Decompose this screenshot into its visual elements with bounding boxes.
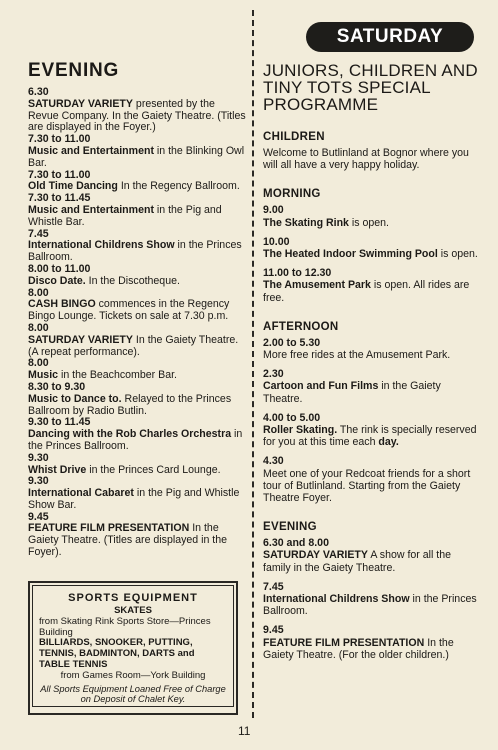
item-text: FEATURE FILM PRESENTATION [28,522,190,535]
schedule-item [28,87,246,134]
schedule-item [263,624,478,661]
item-text: is open. All rides are free. [263,279,470,304]
item-text: in the Princes Ballroom. [28,428,243,452]
afternoon-heading: AFTERNOON [263,320,339,333]
schedule-item [28,512,246,559]
item-text: Old Time Dancing [28,180,118,193]
item-time: 7.45 [28,227,49,240]
item-text: day. [378,436,399,449]
item-text: In the Gaiety Theatre. (Titles are displayed in the Foyer). [28,522,228,559]
item-text: presented by the Revue Company. In the Gaiety Theatre. (Titles are displayed in the Foyer.) [28,97,246,134]
item-text: is open. [348,216,390,229]
item-time: 2.30 [263,368,284,381]
schedule-item [28,382,246,417]
item-text: More free rides at the Amusement Park. [263,349,451,362]
item-text: The Heated Indoor Swimming Pool [263,248,438,261]
item-text: Music and Entertainment [28,203,154,216]
item-text: Dancing with the Rob Charles Orchestra [28,428,232,441]
item-time: 8.00 [28,286,49,299]
item-text: in the Blinking Owl Bar. [28,144,245,169]
sports-equipment-title: SPORTS EQUIPMENT [68,592,198,604]
item-text: in the Princes Ballroom. [28,239,242,264]
item-text: Music [28,369,59,382]
schedule-item [263,537,478,574]
schedule-item [28,134,246,169]
item-text: The rink is specially reserved for you at this time each [263,424,477,449]
schedule-item [28,323,246,358]
schedule-item [28,417,246,452]
schedule-item [28,264,246,288]
item-text: FEATURE FILM PRESENTATION [263,636,425,649]
item-text: Meet one of your Redcoat friends for a short tour of Butlinland. Starting from the Gaiety Theatre Foyer. [263,467,471,505]
games-text: from Games Room—York Building [60,669,206,681]
column-divider [252,10,254,718]
item-text: Roller Skating. [263,424,338,437]
schedule-item [28,193,246,228]
item-text: in the Princes Ballroom. [263,593,477,618]
item-time: 6.30 [28,86,49,98]
item-text: In the Gaiety Theatre. (For the older children.) [263,636,454,661]
item-text: International Cabaret [28,487,134,500]
item-text: commences in the Regency Bingo Lounge. Tickets on sale at 7.30 p.m. [28,298,230,323]
skates-text: from Skating Rink Sports Store—Princes Building [39,615,211,638]
schedule-item [263,455,478,504]
item-text: International Childrens Show [263,593,410,606]
day-tab: SATURDAY [306,22,474,52]
juniors-title: JUNIORS, CHILDREN AND TINY TOTS SPECIAL PROGRAMME [263,61,478,114]
item-text: A show for all the family in the Gaiety Theatre. [263,549,452,574]
morning-heading: MORNING [263,188,321,201]
item-text: CASH BINGO [28,298,96,311]
schedule-item [263,236,478,260]
item-time: 4.30 [263,455,284,468]
schedule-item [28,453,246,477]
item-time: 11.00 to 12.30 [263,267,332,280]
schedule-item [263,368,478,405]
afternoon-list [263,337,478,504]
item-time: 10.00 [263,235,290,248]
schedule-item [28,476,246,511]
schedule-item [263,267,478,304]
item-text: Disco Date. [28,274,86,287]
item-time: 4.00 to 5.00 [263,411,321,424]
schedule-item [263,581,478,618]
item-time: 8.00 [28,357,49,370]
item-time: 8.00 [28,321,49,334]
page-number: 11 [238,724,251,738]
schedule-item [28,288,246,323]
item-time: 9.30 to 11.45 [28,416,91,429]
item-time: 7.45 [263,580,284,593]
schedule-item [28,358,246,382]
item-time: 6.30 and 8.00 [263,537,329,550]
item-text: SATURDAY VARIETY [263,549,368,562]
item-text: in the Pig and Whistle Show Bar. [28,487,240,511]
item-time: 9.30 [28,451,49,464]
item-text: in the Gaiety Theatre. [263,380,441,405]
games-title: BILLIARDS, SNOOKER, PUTTING, TENNIS, BADMINTON, DARTS and TABLE TENNIS [39,637,195,670]
skates-title: SKATES [114,605,152,616]
children-heading: CHILDREN [263,131,325,143]
evening-column [28,60,246,559]
item-time: 7.30 to 11.00 [28,133,91,146]
item-time: 8.30 to 9.30 [28,380,86,393]
evening-list [28,87,246,559]
item-text: Whist Drive [28,463,87,476]
item-text: The Skating Rink [263,216,349,229]
schedule-item [263,337,478,361]
item-text: In the Gaiety Theatre. (A repeat performance). [28,333,239,358]
item-text: in the Beachcomber Bar. [58,369,177,382]
item-time: 9.30 [28,475,49,488]
item-text: Cartoon and Fun Films [263,380,379,393]
sports-note: All Sports Equipment Loaned Free of Charge on Deposit of Chalet Key. [40,683,226,705]
item-time: 9.00 [263,204,284,217]
item-time: 9.45 [263,624,284,637]
item-time: 9.45 [28,510,49,523]
schedule-item [28,170,246,194]
schedule-item [28,229,246,264]
children-text: Welcome to Butlinland at Bognor where you will all have a very happy holiday. [263,147,469,172]
item-time: 7.30 to 11.00 [28,168,91,181]
item-text: in the Princes Card Lounge. [86,463,221,476]
sports-equipment-box [28,581,238,715]
evening-heading: EVENING [28,60,120,81]
juniors-column [263,62,478,668]
item-text: International Childrens Show [28,239,175,252]
item-text: In the Regency Ballroom. [117,180,240,193]
item-time: 7.30 to 11.45 [28,192,91,205]
item-text: The Amusement Park [263,279,371,292]
kids-evening-heading: EVENING [263,521,317,534]
item-text: Music and Entertainment [28,144,154,157]
morning-list [263,204,478,303]
item-text: Music to Dance to. [28,392,122,405]
item-text: Relayed to the Princes Ballroom by Radio Butlin. [28,392,232,417]
item-time: 8.00 to 11.00 [28,262,91,275]
item-text: in the Pig and Whistle Bar. [28,203,222,228]
schedule-item [263,412,478,449]
item-text: SATURDAY VARIETY [28,333,133,346]
item-time: 2.00 to 5.30 [263,336,321,349]
kids-evening-list [263,537,478,661]
item-text: is open. [437,248,478,261]
item-text: In the Discotheque. [85,274,180,287]
item-text: SATURDAY VARIETY [28,97,133,110]
schedule-item [263,204,478,228]
